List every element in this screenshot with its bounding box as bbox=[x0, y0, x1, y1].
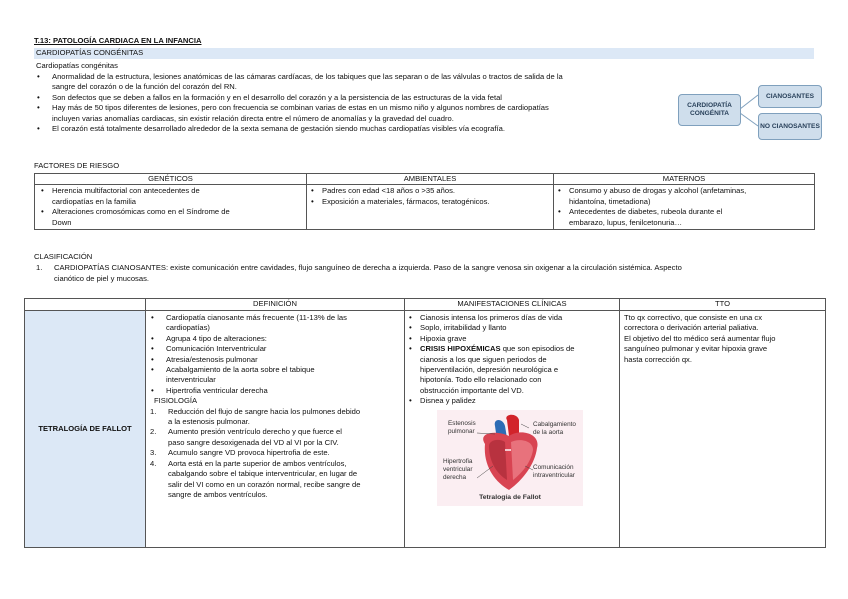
risk-item: • Alteraciones cromosómicas como en el Síndrome de Down bbox=[39, 207, 306, 228]
diagram-root-box: CARDIOPATÍA CONGÉNITA bbox=[678, 94, 741, 126]
risk-item: • Antecedentes de diabetes, rubeola durante el embarazo, lupus, fenilcetonuria… bbox=[556, 207, 814, 228]
manif-bullet: • Hipoxia grave bbox=[407, 334, 617, 344]
row-label-cell bbox=[25, 311, 146, 548]
manif-bullet-crisis: • CRISIS HIPOXÉMICAS que son episodios de cianosis a los que siguen periodos de hiperventilación, depresión neurológica e hipotonía. Todo ello relacionado con obstrucción importante del VD. bbox=[407, 344, 617, 396]
classification-title: CLASIFICACIÓN bbox=[34, 252, 93, 261]
risk-item: • Exposición a materiales, fármacos, teratogénicos. bbox=[309, 197, 553, 207]
intro-list bbox=[34, 72, 674, 134]
page-title: T.13: PATOLOGÍA CARDIACA EN LA INFANCIA bbox=[34, 36, 202, 45]
figure-caption: Tetralogía de Fallot bbox=[479, 493, 541, 501]
label-comunicacion: Comunicación intraventricular bbox=[533, 463, 575, 479]
fisio-item: 4. Aorta está en la parte superior de ambos ventrículos, cabalgando sobre el tabique interventricular, en lugar de salir del VI como en un corazón normal, recibe sangre de sangre de ambos ventrículos. bbox=[150, 458, 361, 499]
def-dash-item: • Comunicación Interventricular bbox=[148, 344, 402, 354]
risk-title: FACTORES DE RIESGO bbox=[34, 161, 120, 170]
fisio-item: 1. Reducción del flujo de sangre hacia los pulmones debido a la estenosis pulmonar. bbox=[150, 406, 361, 427]
risk-item: • Consumo y abuso de drogas y alcohol (anfetaminas, hidantoína, timetadiona) bbox=[556, 186, 814, 207]
section-title: CARDIOPATÍAS CONGÉNITAS bbox=[36, 48, 144, 57]
intro-bullet: • Anormalidad de la estructura, lesiones anatómicas de las cámaras cardíacas, de los tabiques que las separan o de las válvulas o tractos de salida de la sangre del corazón o de la función del corazón del RN. bbox=[34, 72, 674, 93]
risk-header-maternos: MATERNOS bbox=[554, 174, 815, 185]
intro-bullet: • Son defectos que se deben a fallos en la formación y en el desarrollo del corazón y a la persistencia de las estructuras de la vida fetal bbox=[34, 93, 674, 103]
def-bullet: • Cardiopatía cianosante más frecuente (11-13% de las cardiopatías) bbox=[148, 313, 402, 334]
def-bullet: • Agrupa 4 tipo de alteraciones: bbox=[148, 334, 402, 344]
label-hipertrofia: Hipertrofia ventricular derecha bbox=[443, 457, 473, 481]
tto-line: correctora o derivación arterial paliativa. bbox=[624, 323, 759, 333]
risk-table bbox=[34, 173, 815, 230]
manif-bullet: • Cianosis intensa los primeros días de vida bbox=[407, 313, 617, 323]
risk-cell-geneticos bbox=[35, 185, 307, 230]
manifestaciones-cell bbox=[405, 311, 620, 548]
fallot-table bbox=[24, 298, 826, 548]
risk-item: • Padres con edad <18 años o >35 años. bbox=[309, 186, 553, 196]
manif-bullet: • Soplo, irritabilidad y llanto bbox=[407, 323, 617, 333]
risk-header-ambientales: AMBIENTALES bbox=[307, 174, 554, 185]
tto-line: Tto qx correctivo, que consiste en una cx bbox=[624, 313, 763, 322]
tto-cell bbox=[620, 311, 826, 548]
main-header-definicion: DEFINICIÓN bbox=[146, 299, 405, 311]
risk-item: • Herencia multifactorial con antecedentes de cardiopatías en la familia bbox=[39, 186, 306, 207]
intro-bullet: • Hay más de 50 tipos diferentes de lesiones, pero con frecuencia se combinan varias de estas en un mismo niño y algunos nombres de cardiopatías incluyen varias anomalías cardiacas, sin existir relación directa entre el número de anomalías y la gravedad del cuadro. bbox=[34, 103, 674, 124]
fisio-item: 3. Acumulo sangre VD provoca hipertrofia de este. bbox=[150, 448, 330, 458]
tto-line: El objetivo del tto médico será aumentar flujo bbox=[624, 333, 776, 343]
main-header-manifestaciones: MANIFESTACIONES CLÍNICAS bbox=[405, 299, 620, 311]
risk-header-geneticos: GENÉTICOS bbox=[35, 174, 307, 185]
main-header-tto: TTO bbox=[620, 299, 826, 311]
classification-number: 1. bbox=[36, 263, 43, 272]
main-header-empty bbox=[25, 299, 146, 311]
tto-line: hasta corrección qx. bbox=[624, 354, 692, 364]
definicion-cell bbox=[146, 311, 405, 548]
classification-item-line2: cianótico de piel y mucosas. bbox=[54, 274, 149, 283]
fisio-item: 2. Aumento presión ventrículo derecho y que fuerce el paso sangre desoxigenada del VD al VI por la CIV. bbox=[150, 427, 342, 447]
tto-line: sanguíneo pulmonar y evitar hipoxia grave bbox=[624, 344, 768, 354]
def-dash-item: • Acabalgamiento de la aorta sobre el tabique interventricular bbox=[148, 365, 402, 386]
classification-item-line1: CARDIOPATÍAS CIANOSANTES: existe comunicación entre cavidades, flujo sanguíneo de derecha a izquierda. Paso de la sangre venosa sin oxigenar a la circulación sistémica. Aspecto bbox=[54, 263, 682, 272]
diagram-child-no-cianosantes: NO CIANOSANTES bbox=[758, 113, 822, 140]
def-dash-item: • Atresia/estenosis pulmonar bbox=[148, 355, 402, 365]
tetralogy-figure bbox=[437, 410, 583, 506]
risk-cell-maternos bbox=[554, 185, 815, 230]
section-bar bbox=[34, 48, 814, 59]
fisio-title: FISIOLOGÍA bbox=[154, 396, 198, 406]
risk-cell-ambientales bbox=[307, 185, 554, 230]
def-dash-item: • Hipertrofia ventricular derecha bbox=[148, 386, 402, 396]
row-label: TETRALOGÍA DE FALLOT bbox=[38, 423, 132, 433]
label-estenosis: Estenosis pulmonar bbox=[448, 419, 476, 435]
manif-bullet: • Disnea y palidez bbox=[407, 396, 617, 406]
label-cabalgamiento: Cabalgamiento de la aorta bbox=[533, 420, 576, 436]
intro-bullet: • El corazón está totalmente desarrollado alrededor de la sexta semana de gestación siendo muchas cardiopatías visibles vía ecografía. bbox=[34, 124, 674, 134]
diagram-child-cianosantes: CIANOSANTES bbox=[758, 85, 822, 108]
subtitle: Cardiopatías congénitas bbox=[36, 61, 118, 70]
